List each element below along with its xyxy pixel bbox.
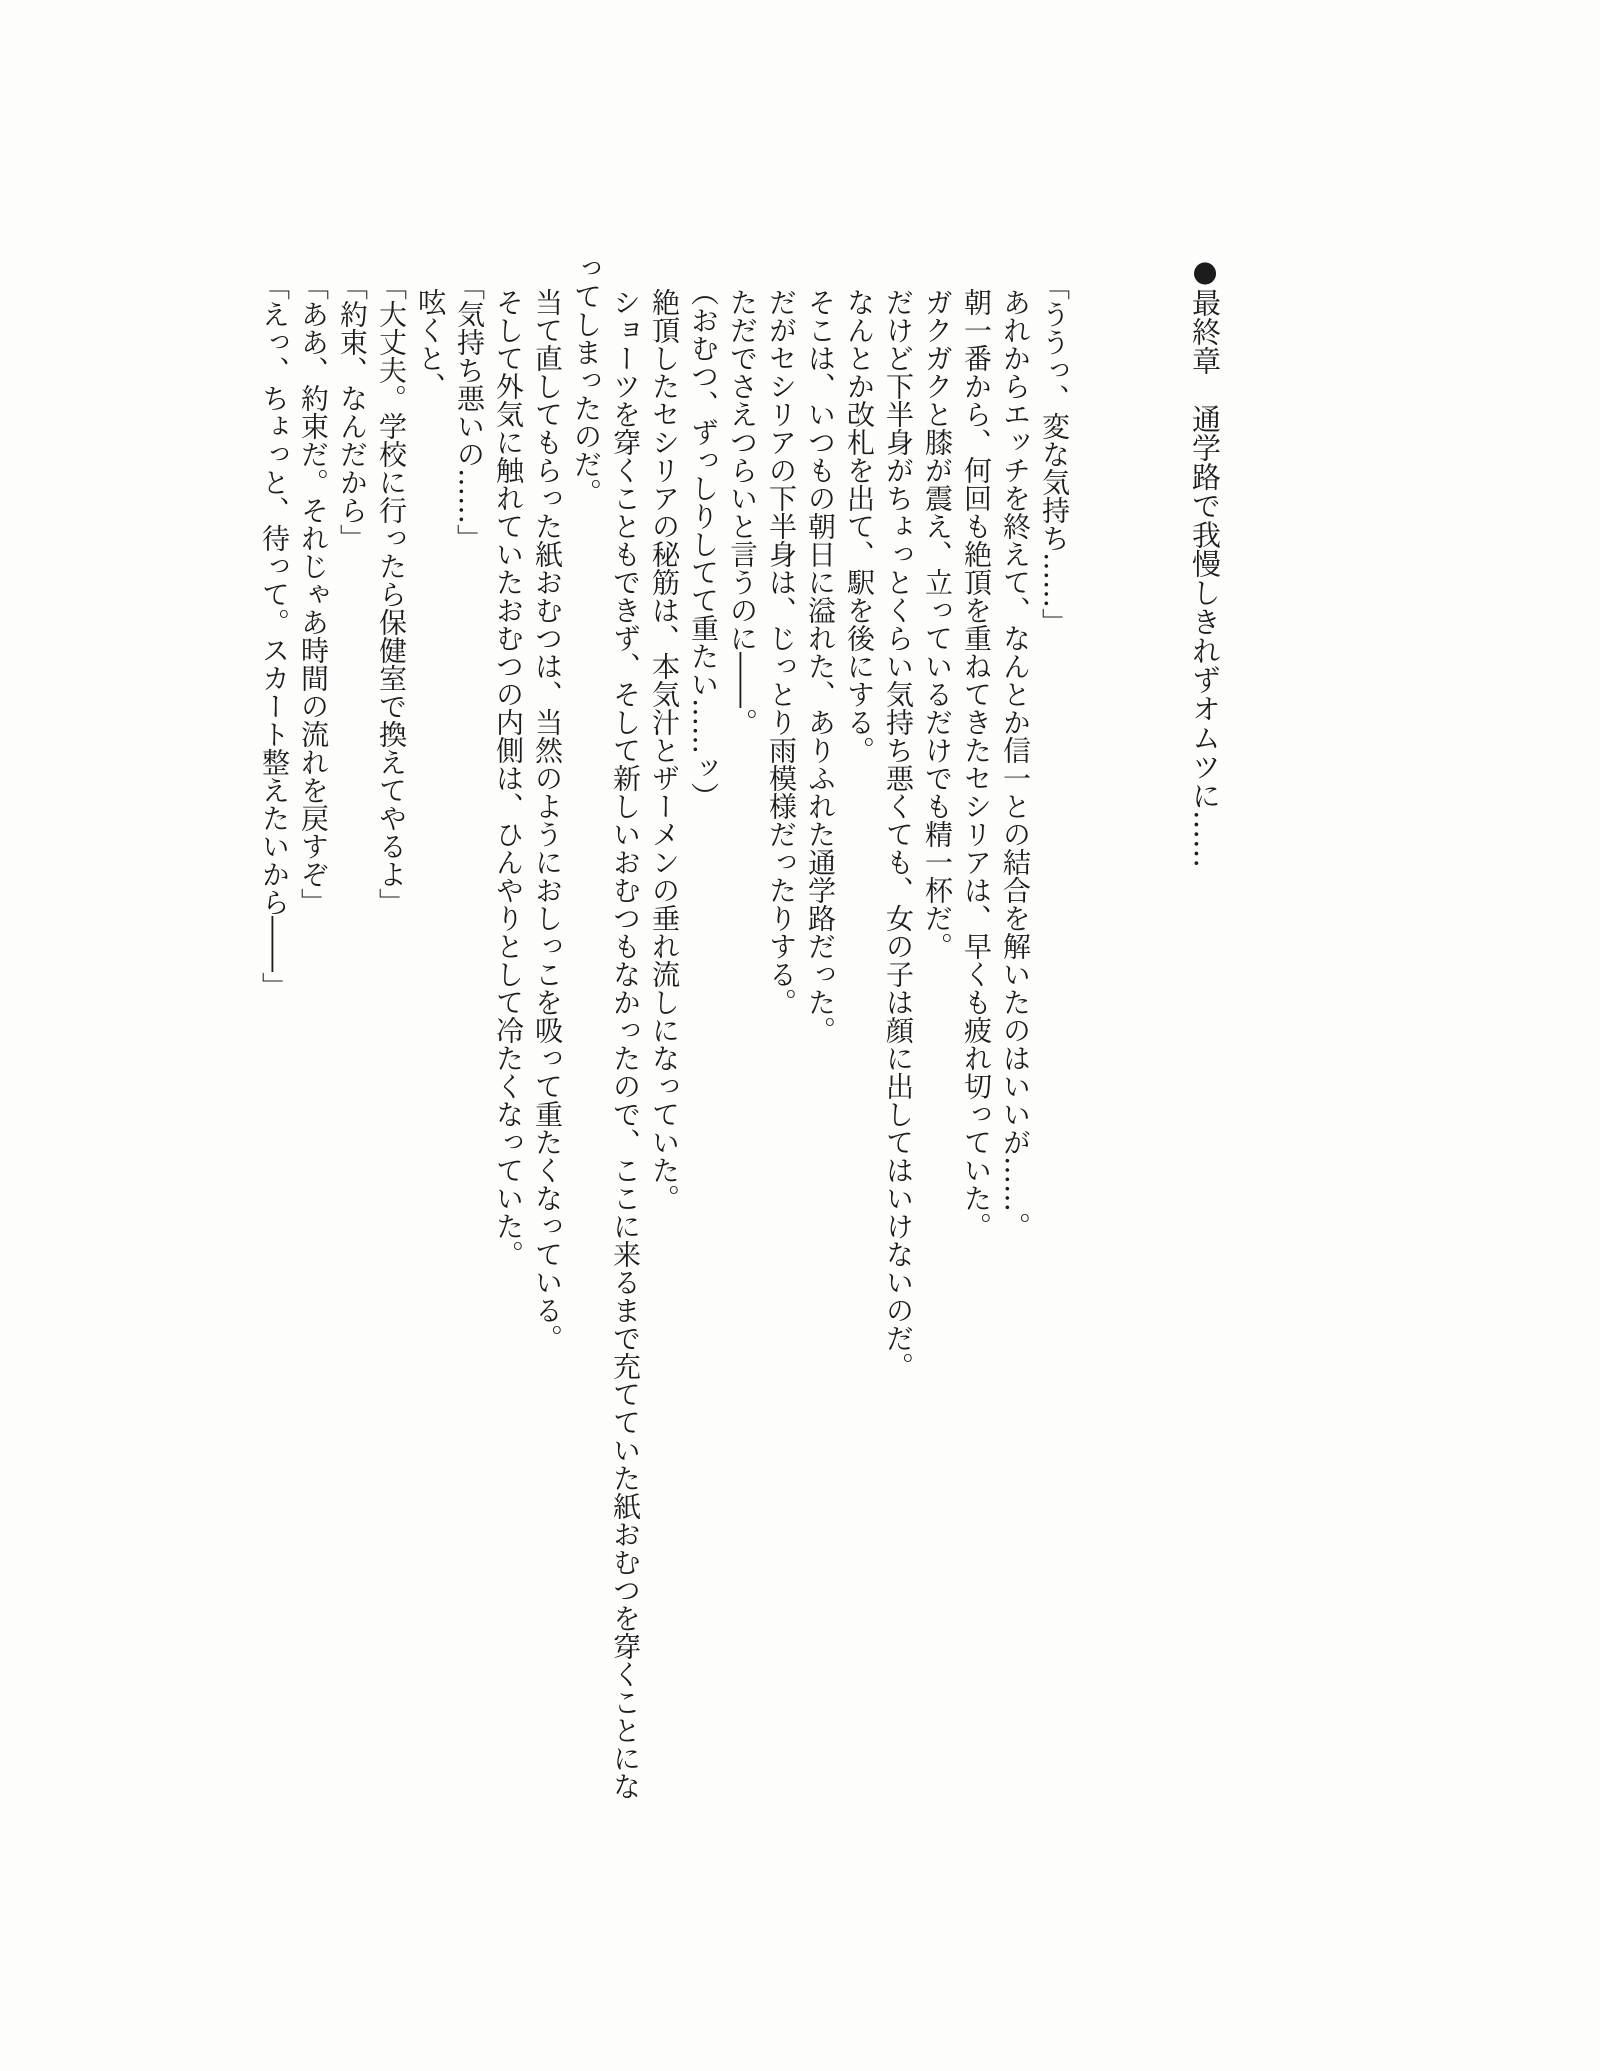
narration-line: あれからエッチを終えて、なんとか信一との結合を解いたのはいいが……。 xyxy=(999,288,1032,1240)
narration-line: だけど下半身がちょっとくらい気持ち悪くても、女の子は顔に出してはいけないのだ。 xyxy=(882,288,915,1380)
narration-line: ただでさえつらいと言うのに――。 xyxy=(726,288,759,736)
narration-line: 朝一番から、何回も絶頂を重ねてきたセシリアは、早くも疲れ切っていた。 xyxy=(960,288,993,1240)
narration-line: 絶頂したセシリアの秘筋は、本気汁とザーメンの垂れ流しになっていた。 xyxy=(648,288,681,1212)
narration-line: ショーツを穿くこともできず、そして新しいおむつもなかったので、ここに来るまで充てていた紙おむつを穿くことになってしまったのだ。 xyxy=(570,254,642,1800)
dialogue-line: 「大丈夫。学校に行ったら保健室で換えてやるよ」 xyxy=(375,272,408,916)
narration-line: だがセシリアの下半身は、じっとり雨模様だったりする。 xyxy=(765,288,798,1016)
thought-line: （おむつ、ずっしりしてて重たい……ッ） xyxy=(687,278,720,810)
narration-line: そこは、いつもの朝日に溢れた、ありふれた通学路だった。 xyxy=(804,288,837,1044)
narration-line: そして外気に触れていたおむつの内側は、ひんやりとして冷たくなっていた。 xyxy=(492,288,525,1268)
dialogue-line: 「ううっ、変な気持ち……」 xyxy=(1038,272,1071,636)
narration-line: 呟くと、 xyxy=(414,288,447,400)
vertical-text-block xyxy=(255,254,1222,1804)
narration-line: 当て直してもらった紙おむつは、当然のようにおしっこを吸って重たくなっている。 xyxy=(531,288,564,1352)
dialogue-line: 「ああ、約束だ。それじゃあ時間の流れを戻すぞ」 xyxy=(297,272,330,916)
dialogue-line: 「約束、なんだから」 xyxy=(336,272,369,552)
dialogue-line: 「気持ち悪いの……」 xyxy=(453,272,486,552)
dialogue-line: 「えっ、ちょっと、待って。スカート整えたいから――」 xyxy=(258,272,291,1000)
narration-line: ガクガクと膝が震え、立っているだけでも精一杯だ。 xyxy=(921,288,954,960)
narration-line: なんとか改札を出て、駅を後にする。 xyxy=(843,288,876,764)
chapter-heading: ●最終章 通学路で我慢しきれずオムツに…… xyxy=(1188,254,1222,868)
